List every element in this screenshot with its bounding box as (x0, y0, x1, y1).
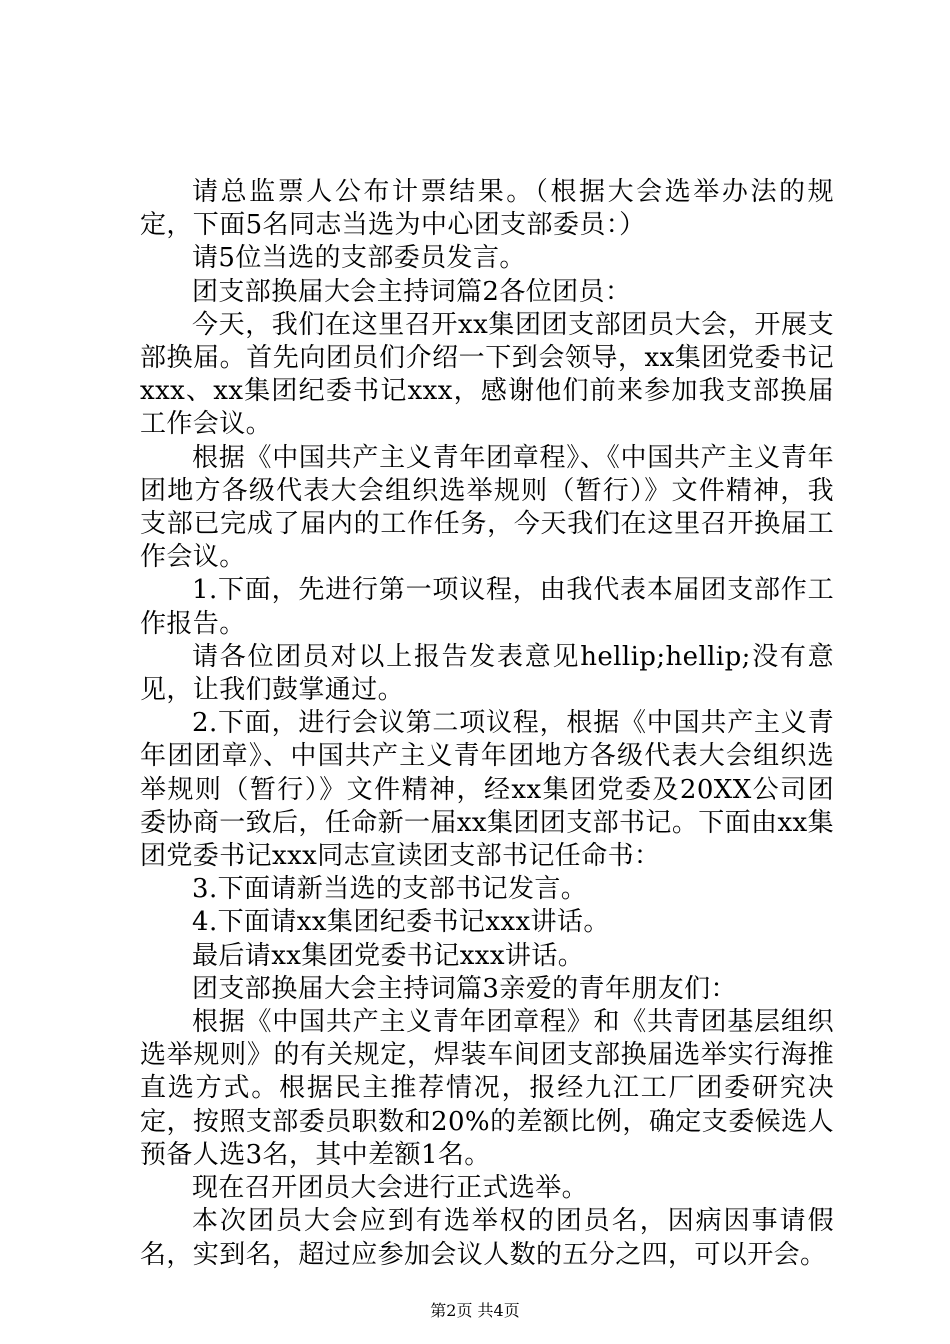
paragraph: 现在召开团员大会进行正式选举。 (192, 1173, 589, 1204)
paragraph: 根据《中国共产主义青年团章程》、《中国共产主义青年团地方各级代表大会组织选举规则（暂行）》文件精神，我支部已完成了届内的工作任务，今天我们在这里召开换届工作会议。 (140, 442, 834, 573)
paragraph: 请5位当选的支部委员发言。 (192, 243, 526, 274)
paragraph: 团支部换届大会主持词篇2各位团员： (192, 276, 632, 307)
paragraph: 1.下面，先进行第一项议程，由我代表本届团支部作工作报告。 (140, 575, 834, 639)
paragraph: 3.下面请新当选的支部书记发言。 (192, 874, 588, 905)
paragraph: 团支部换届大会主持词篇3亲爱的青年朋友们： (192, 973, 737, 1004)
page-footer: 第2页 共4页 (430, 1301, 520, 1320)
paragraph: 4.下面请xx集团纪委书记xxx讲话。 (192, 907, 610, 938)
document-body (140, 176, 834, 1272)
paragraph: 2.下面，进行会议第二项议程，根据《中国共产主义青年团团章》、中国共产主义青年团地方各级代表大会组织选举规则（暂行）》文件精神，经xx集团党委及20XX公司团委协商一致后，任命新一届xx集团团支部书记。下面由xx集团党委书记xxx同志宣读团支部书记任命书： (140, 708, 834, 872)
paragraph: 根据《中国共产主义青年团章程》和《共青团基层组织选举规则》的有关规定，焊装车间团支部换届选举实行海推直选方式。根据民主推荐情况，报经九江工厂团委研究决定，按照支部委员职数和20%的差额比例，确定支委候选人预备人选3名，其中差额1名。 (140, 1007, 834, 1170)
paragraph: 请各位团员对以上报告发表意见hellip;hellip;没有意见，让我们鼓掌通过。 (140, 641, 834, 706)
paragraph: 本次团员大会应到有选举权的团员名，因病因事请假名，实到名，超过应参加会议人数的五分之四，可以开会。 (140, 1206, 834, 1270)
paragraph: 今天，我们在这里召开xx集团团支部团员大会，开展支部换届。首先向团员们介绍一下到会领导，xx集团党委书记xxx、xx集团纪委书记xxx，感谢他们前来参加我支部换届工作会议。 (140, 309, 834, 440)
paragraph: 请总监票人公布计票结果。（根据大会选举办法的规定，下面5名同志当选为中心团支部委员：） (140, 177, 834, 241)
paragraph: 最后请xx集团党委书记xxx讲话。 (192, 940, 585, 971)
